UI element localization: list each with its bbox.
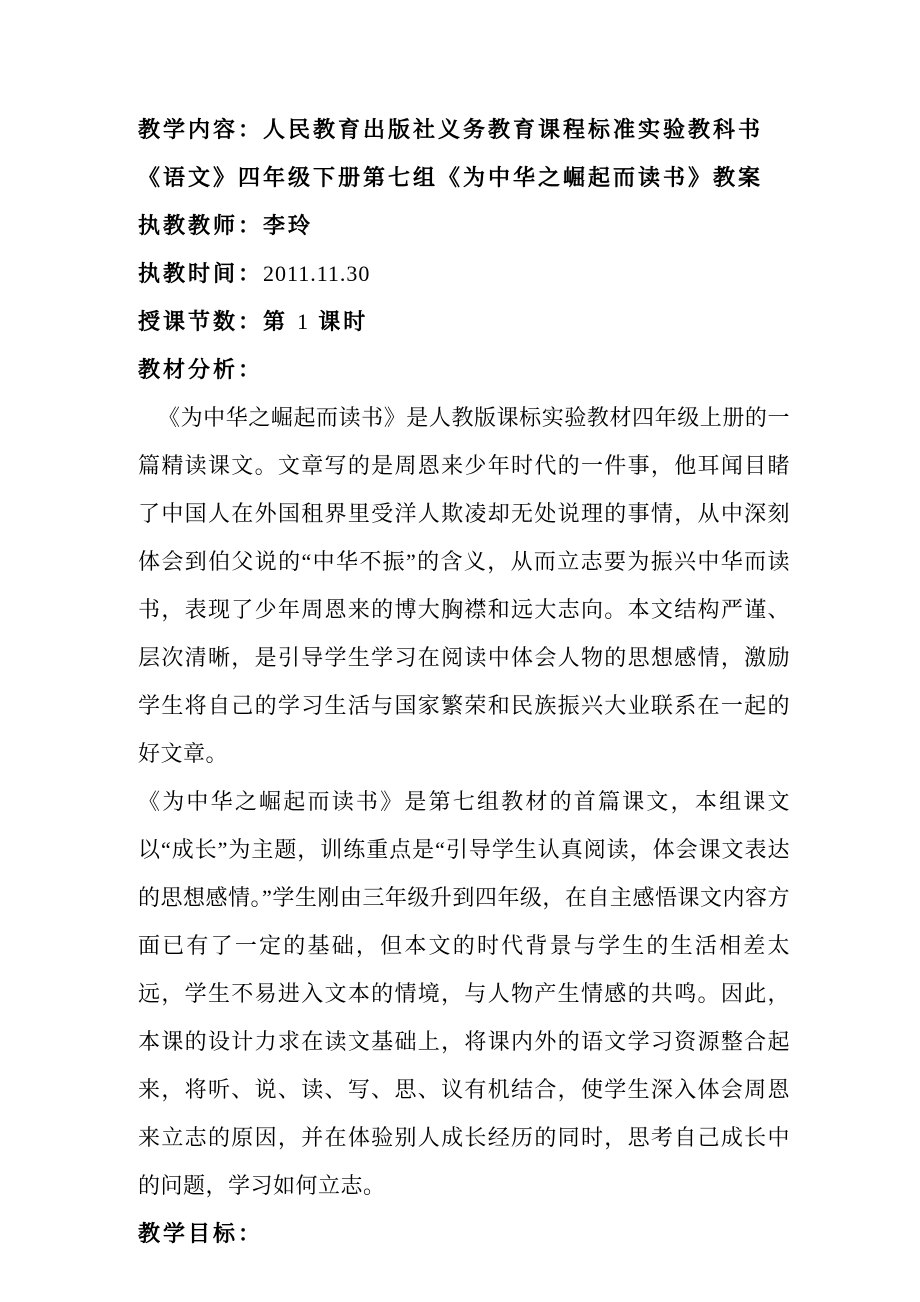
section-heading-material-analysis: 教材分析： — [138, 357, 264, 382]
time-label: 执教时间： — [138, 261, 264, 286]
section-heading-teaching-goals: 教学目标： — [138, 1221, 264, 1246]
sessions-value-number: 1 — [297, 309, 310, 334]
teaching-content-line-2: 《语文》四年级下册第七组《为中华之崛起而读书》教案 — [138, 165, 764, 190]
teacher-label: 执教教师： — [138, 213, 264, 238]
sessions-label: 授课节数： — [138, 309, 264, 334]
sessions-line — [138, 298, 790, 346]
analysis-paragraph-2: 《为中华之崛起而读书》是第七组教材的首篇课文，本组课文以“成长”为主题，训练重点是“引导学生认真阅读，体会课文表达的思想感情。”学生刚由三年级升到四年级，在自主感悟课文内容方面已有了一定的基础，但本文的时代背景与学生的生活相差太远，学生不易进入文本的情境，与人物产生情感的共鸣。因此，本课的设计力求在读文基础上，将课内外的语文学习资源整合起来，将听、说、读、写、思、议有机结合，使学生深入体会周恩来立志的原因，并在体验别人成长经历的同时，思考自己成长中的问题，学习如何立志。 — [138, 789, 790, 1198]
time-line — [138, 250, 790, 298]
analysis-paragraph-1: 《为中华之崛起而读书》是人教版课标实验教材四年级上册的一篇精读课文。文章写的是周恩来少年时代的一件事，他耳闻目睹了中国人在外国租界里受洋人欺凌却无处说理的事情，从中深刻体会到伯父说的“中华不振”的含义，从而立志要为振兴中华而读书，表现了少年周恩来的博大胸襟和远大志向。本文结构严谨、层次清晰，是引导学生学习在阅读中体会人物的思想感情，激励学生将自己的学习生活与国家繁荣和民族振兴大业联系在一起的好文章。 — [138, 405, 790, 766]
sessions-value-suffix: 课时 — [309, 309, 369, 334]
teacher-line — [138, 202, 790, 250]
document-content — [138, 106, 790, 1258]
time-value: 2011.11.30 — [263, 261, 371, 286]
sessions-value-prefix: 第 — [263, 309, 298, 334]
teacher-value: 李玲 — [263, 213, 314, 238]
teaching-content-line-1: 教学内容：人民教育出版社义务教育课程标准实验教科书 — [138, 117, 764, 142]
